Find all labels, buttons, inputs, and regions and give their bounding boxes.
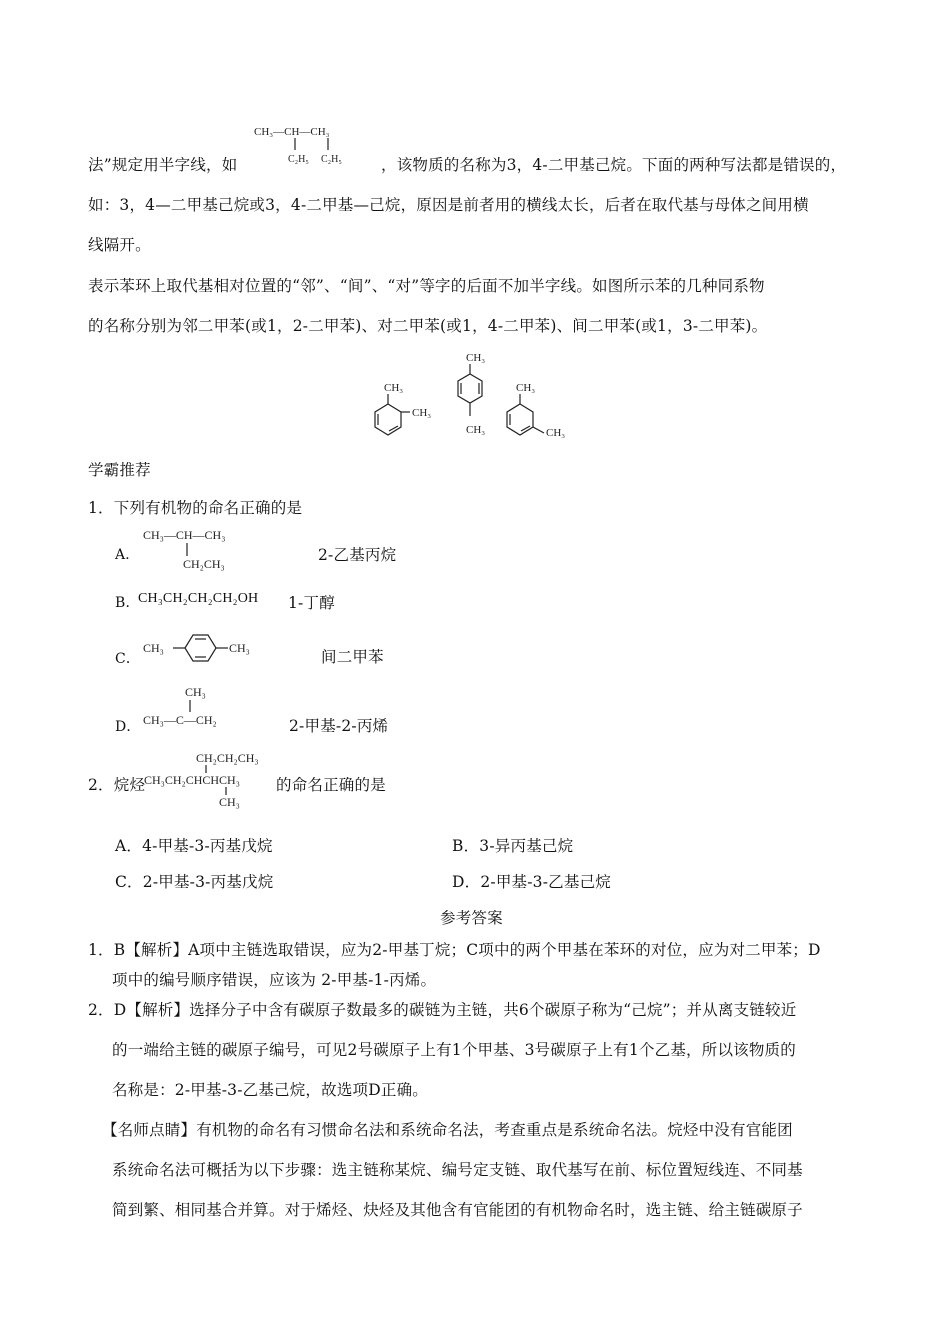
q1c-ch3-left: CH₃ xyxy=(143,641,164,655)
answer-2-line3: 名称是：2-甲基-3-乙基己烷，故选项D正确。 xyxy=(112,1081,428,1099)
q2-bottom-branch: CH₃ xyxy=(219,795,240,809)
q2-option-c: C．2-甲基-3-丙基戊烷 xyxy=(115,873,274,891)
o-xylene-ch3-side: CH₃ xyxy=(412,407,432,419)
para1-line2: 如：3，4—二甲基己烷或3，4-二甲基—己烷，原因是前者用的横线太长，后者在取代基与母体之间用横 xyxy=(88,196,809,214)
q1-option-d-structure xyxy=(143,682,243,730)
p-xylene-structure xyxy=(452,348,502,440)
p-xylene-ch3-bottom: CH₃ xyxy=(466,424,486,436)
q2-option-d: D．2-甲基-3-乙基己烷 xyxy=(452,873,611,891)
q1d-main-chain: CH₃—C—CH₂ xyxy=(143,713,217,727)
q1-option-a-structure xyxy=(143,524,263,572)
para2-line1: 表示苯环上取代基相对位置的“邻”、“间”、“对”等字的后面不加半字线。如图所示苯的几种同系物 xyxy=(88,277,765,295)
q1-option-c-name: 间二甲苯 xyxy=(321,648,384,666)
tip-line2: 系统命名法可概括为以下步骤：选主链称某烷、编号定支链、取代基写在前、标位置短线连、不同基 xyxy=(112,1161,803,1179)
answer-2-line2: 的一端给主链的碳原子编号，可见2号碳原子上有1个甲基、3号碳原子上有1个乙基，所以该物质的 xyxy=(112,1041,796,1059)
q1-option-b-formula: CH₃CH₂CH₂CH₂OH xyxy=(138,591,259,606)
tip-line3: 简到繁、相同基合并算。对于烯烃、炔烃及其他含有官能团的有机物命名时，选主链、给主链碳原子 xyxy=(112,1201,803,1219)
q1-option-b-name: 1-丁醇 xyxy=(288,594,335,612)
q1-option-d-name: 2-甲基-2-丙烯 xyxy=(289,717,389,735)
dimethylhexane-structure xyxy=(252,120,392,172)
tip-line1: 【名师点睛】有机物的命名有习惯命名法和系统命名法，考查重点是系统命名法。烷烃中没有官能团 xyxy=(102,1121,793,1139)
answer-2-line1: 2．D【解析】选择分子中含有碳原子数最多的碳链为主链，共6个碳原子称为“己烷”；并从离支链较近 xyxy=(88,1001,797,1019)
q1d-ch3-top: CH₃ xyxy=(185,685,206,699)
section-title: 学霸推荐 xyxy=(88,461,151,479)
para1-prefix: 法”规定用半字线，如 xyxy=(88,156,238,174)
m-xylene-ch3-top: CH₃ xyxy=(516,382,536,394)
q1c-ch3-right: CH₃ xyxy=(229,641,250,655)
question-1-stem: 1．下列有机物的命名正确的是 xyxy=(88,499,303,517)
para1-line3: 线隔开。 xyxy=(88,236,151,254)
main-chain-text: CH₃—CH—CH₃ xyxy=(254,126,330,138)
q1-option-c-label: C． xyxy=(115,651,141,667)
q1-option-c-structure xyxy=(143,628,263,668)
q2-alkane-structure xyxy=(144,748,274,810)
q1-option-a-name: 2-乙基丙烷 xyxy=(318,546,397,564)
q2-main-chain: CH₃CH₂CHCHCH₃ xyxy=(144,773,240,787)
question-2-stem-prefix: 2．烷烃 xyxy=(88,776,146,794)
answers-title: 参考答案 xyxy=(440,909,503,927)
o-xylene-structure xyxy=(368,378,448,440)
ethyl-left-text: C₂H₅ xyxy=(288,154,309,165)
p-xylene-ch3-top: CH₃ xyxy=(466,352,486,364)
q1a-branch: CH₂CH₃ xyxy=(183,557,225,571)
o-xylene-ch3-top: CH₃ xyxy=(384,382,404,394)
para1-suffix: ，该物质的名称为3，4-二甲基己烷。下面的两种写法都是错误的， xyxy=(381,156,847,174)
m-xylene-ch3-side: CH₃ xyxy=(546,427,566,439)
q1a-main-chain: CH₃—CH—CH₃ xyxy=(143,528,226,542)
q2-option-a: A．4-甲基-3-丙基戊烷 xyxy=(115,837,273,855)
q2-top-branch: CH₂CH₂CH₃ xyxy=(196,751,259,765)
q1-option-a-label: A． xyxy=(115,547,140,563)
ethyl-right-text: C₂H₅ xyxy=(321,154,342,165)
question-2-stem-suffix: 的命名正确的是 xyxy=(276,776,386,794)
para2-line2: 的名称分别为邻二甲苯(或1，2-二甲苯)、对二甲苯(或1，4-二甲苯)、间二甲苯(或1，3-二甲苯)。 xyxy=(88,317,768,335)
q2-option-b: B．3-异丙基己烷 xyxy=(452,837,574,855)
answer-1-line2: 项中的编号顺序错误，应该为 2-甲基-1-丙烯。 xyxy=(112,971,437,989)
q1-option-b-label: B． xyxy=(115,595,140,611)
m-xylene-structure xyxy=(502,378,582,440)
q1-option-d-label: D． xyxy=(115,719,141,735)
answer-1-line1: 1．B【解析】A项中主链选取错误，应为2-甲基丁烷；C项中的两个甲基在苯环的对位，应为对二甲苯；D xyxy=(88,941,821,959)
